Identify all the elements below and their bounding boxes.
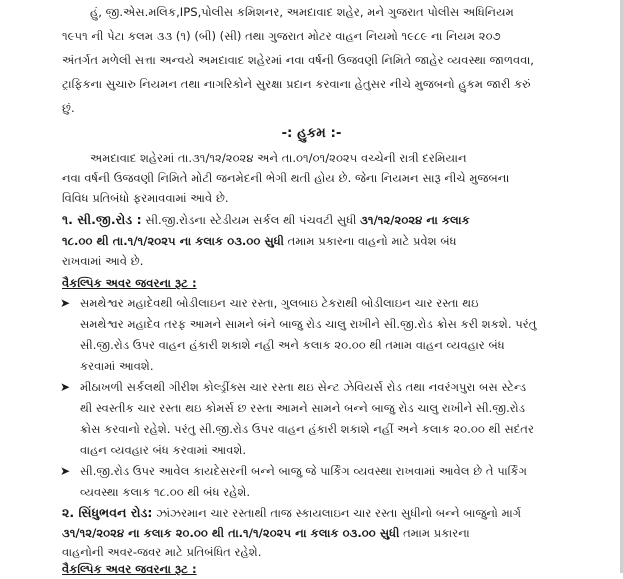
- bullet-line: સી.જી.રોડ ઉપર આવેલ કાયદેસરની બન્ને બાજુ જે પાર્કિંગ વ્યવસ્થા રાખવામાં આવેલ છે તે પાર્કિંગ: [80, 464, 527, 478]
- intro-line: હું, જી.એસ.મલિક,IPS,પોલીસ કમિશનર, અમદાવાદ શહેર, મને ગુજરાત પોલીસ અધિનિયમ: [90, 5, 514, 19]
- section2-line1: [62, 503, 615, 523]
- section2-date-range: ૩૧/૧૨/૨૦૨૪ ના કલાક ૨૦.૦૦ થી તા.૧/૧/૨૦૨૫ ના કલાક ૦૩.૦૦ સુધી: [62, 526, 400, 540]
- alt-route-heading-text: વૈકલ્પિક અવર જવરના રૂટ :: [62, 562, 197, 576]
- order-intro-line: અમદાવાદ શહેરમાં તા.૩૧/૧૨/૨૦૨૪ અને તા.૦૧/૦૧/૨૦૨૫ વચ્ચેની રાત્રી દરમિયાન: [90, 151, 467, 165]
- bullet-line: સમથેશ્વર મહાદેવ તરફ આમને સામને બંને બાજુ રોડ ચાલુ રાખીને સી.જી.રોડ ક્રોસ કરી શકશે. પરંતુ: [80, 317, 537, 331]
- intro-line: ૧૯૫૧ ની પેટા કલમ ૩૩ (૧) (બી) (સી) તથા ગુજરાત મોટર વાહન નિયમો ૧૯૮૯ ના નિયમ ૨૦૭: [62, 29, 501, 43]
- intro-line: છું.: [62, 101, 75, 115]
- bullet-line: સમથેશ્વર મહાદેવથી બોડીલાઇન ચાર રસ્તા, ગુલબાઇ ટેકરાથી બોડીલાઇન ચાર રસ્તા થઇ: [80, 296, 479, 310]
- section1-date-start: ૩૧/૧૨/૨૦૨૪ ના કલાક: [360, 213, 470, 227]
- order-heading: -: હુકમ :-: [281, 125, 342, 141]
- bullet-line: ક્રોસ કરવાનો રહેશે. પરંતુ સી.જી.રોડ ઉપર વાહન હંકારી શકાશે નહીં અને કલાક ૨૦.૦૦ થી સદંતર: [80, 422, 534, 436]
- section2-text: તમામ પ્રકારના: [399, 526, 470, 540]
- section2-text: ઝાંઝરમાન ચાર રસ્તાથી તાજ સ્કાયલાઇન ચાર રસ્તા સુધીનો બન્ને બાજુનો માર્ગ: [152, 506, 522, 520]
- order-intro-line: વિવિધ પ્રતિબંધો ફરમાવવામાં આવે છે.: [62, 191, 229, 205]
- section1-date-range: ૧૮.૦૦ થી તા.૧/૧/૨૦૨૫ ના કલાક ૦૩.૦૦ સુધી: [62, 234, 284, 248]
- arrow-bullet-icon: ➤: [60, 464, 71, 478]
- section2-line2: [62, 523, 615, 543]
- section1-text: તમામ પ્રકારના વાહનો માટે પ્રવેશ બંધ: [284, 234, 457, 248]
- section1-line1: [62, 210, 615, 230]
- section2-alt-route-heading: [62, 559, 615, 579]
- bullet-line: વાહન વ્યવહાર બંધ કરવામાં આવશે.: [80, 443, 247, 457]
- section1-alt-route-heading: [62, 273, 615, 293]
- intro-line: ટ્રાફિકના સુચારુ નિયમન તથા નાગરિકોને સુરક્ષા પ્રદાન કરવાના હેતુસર નીચે મુજબનો હુકમ જારી કરું: [62, 77, 531, 91]
- alt-route-heading-text: વૈકલ્પિક અવર જવરના રૂટ :: [62, 276, 197, 290]
- section2-line3: વાહનોની અવર-જવર માટે પ્રતિબંધિત રહેશે.: [62, 545, 262, 559]
- bullet-line: સી.જી.રોડ ઉપર વાહન હંકારી શકાશે નહી અને કલાક ૨૦.૦૦ થી તમામ વાહન વ્યવહાર બંધ: [80, 338, 505, 352]
- order-intro-line: નવા વર્ષની ઉજવણી નિમિતે મોટી જનમેદની ભેગી થતી હોય છે. જેના નિયમન સારૂ નીચે મુજબના: [62, 171, 510, 185]
- arrow-bullet-icon: ➤: [60, 296, 71, 310]
- section1-line2: [62, 231, 615, 251]
- intro-line: અંતર્ગત મળેલી સત્તા અન્વયે અમદાવાદ શહેરમાં નવા વર્ષની ઉજવણી નિમિતે જાહેર વ્યવસ્થા જાળવવા,: [62, 53, 534, 67]
- section1-text: સી.જી.રોડના સ્ટેડીયમ સર્કલ થી પંચવટી સુધી: [141, 213, 361, 227]
- section1-title: ૧. સી.જી.રોડ :: [62, 212, 142, 227]
- section1-line3: રાખવામાં આવે છે.: [62, 254, 144, 268]
- arrow-bullet-icon: ➤: [60, 380, 71, 394]
- bullet-line: મીઠાખળી સર્કલથી ગીરીશ કોલ્ડ્રીંક્સ ચાર રસ્તા થઇ સેન્ટ ઝેવિયર્સ રોડ તથા નવરંગપુરા બસ સ્ટેન્ડ: [80, 380, 527, 394]
- bullet-line: કરવામાં આવશે.: [80, 359, 154, 373]
- section2-title: ૨. સિંધુભવન રોડ:: [62, 505, 153, 520]
- bullet-line: થી સ્વસ્તીક ચાર રસ્તા થઇ કોમર્સ છ રસ્તા આમને સામને બન્ને બાજુ રોડ ચાલુ રાખીને સી.જી.રોડ: [80, 401, 526, 415]
- bullet-line: વ્યવસ્થા કલાક ૧૮.૦૦ થી બંધ રહેશે.: [80, 485, 251, 499]
